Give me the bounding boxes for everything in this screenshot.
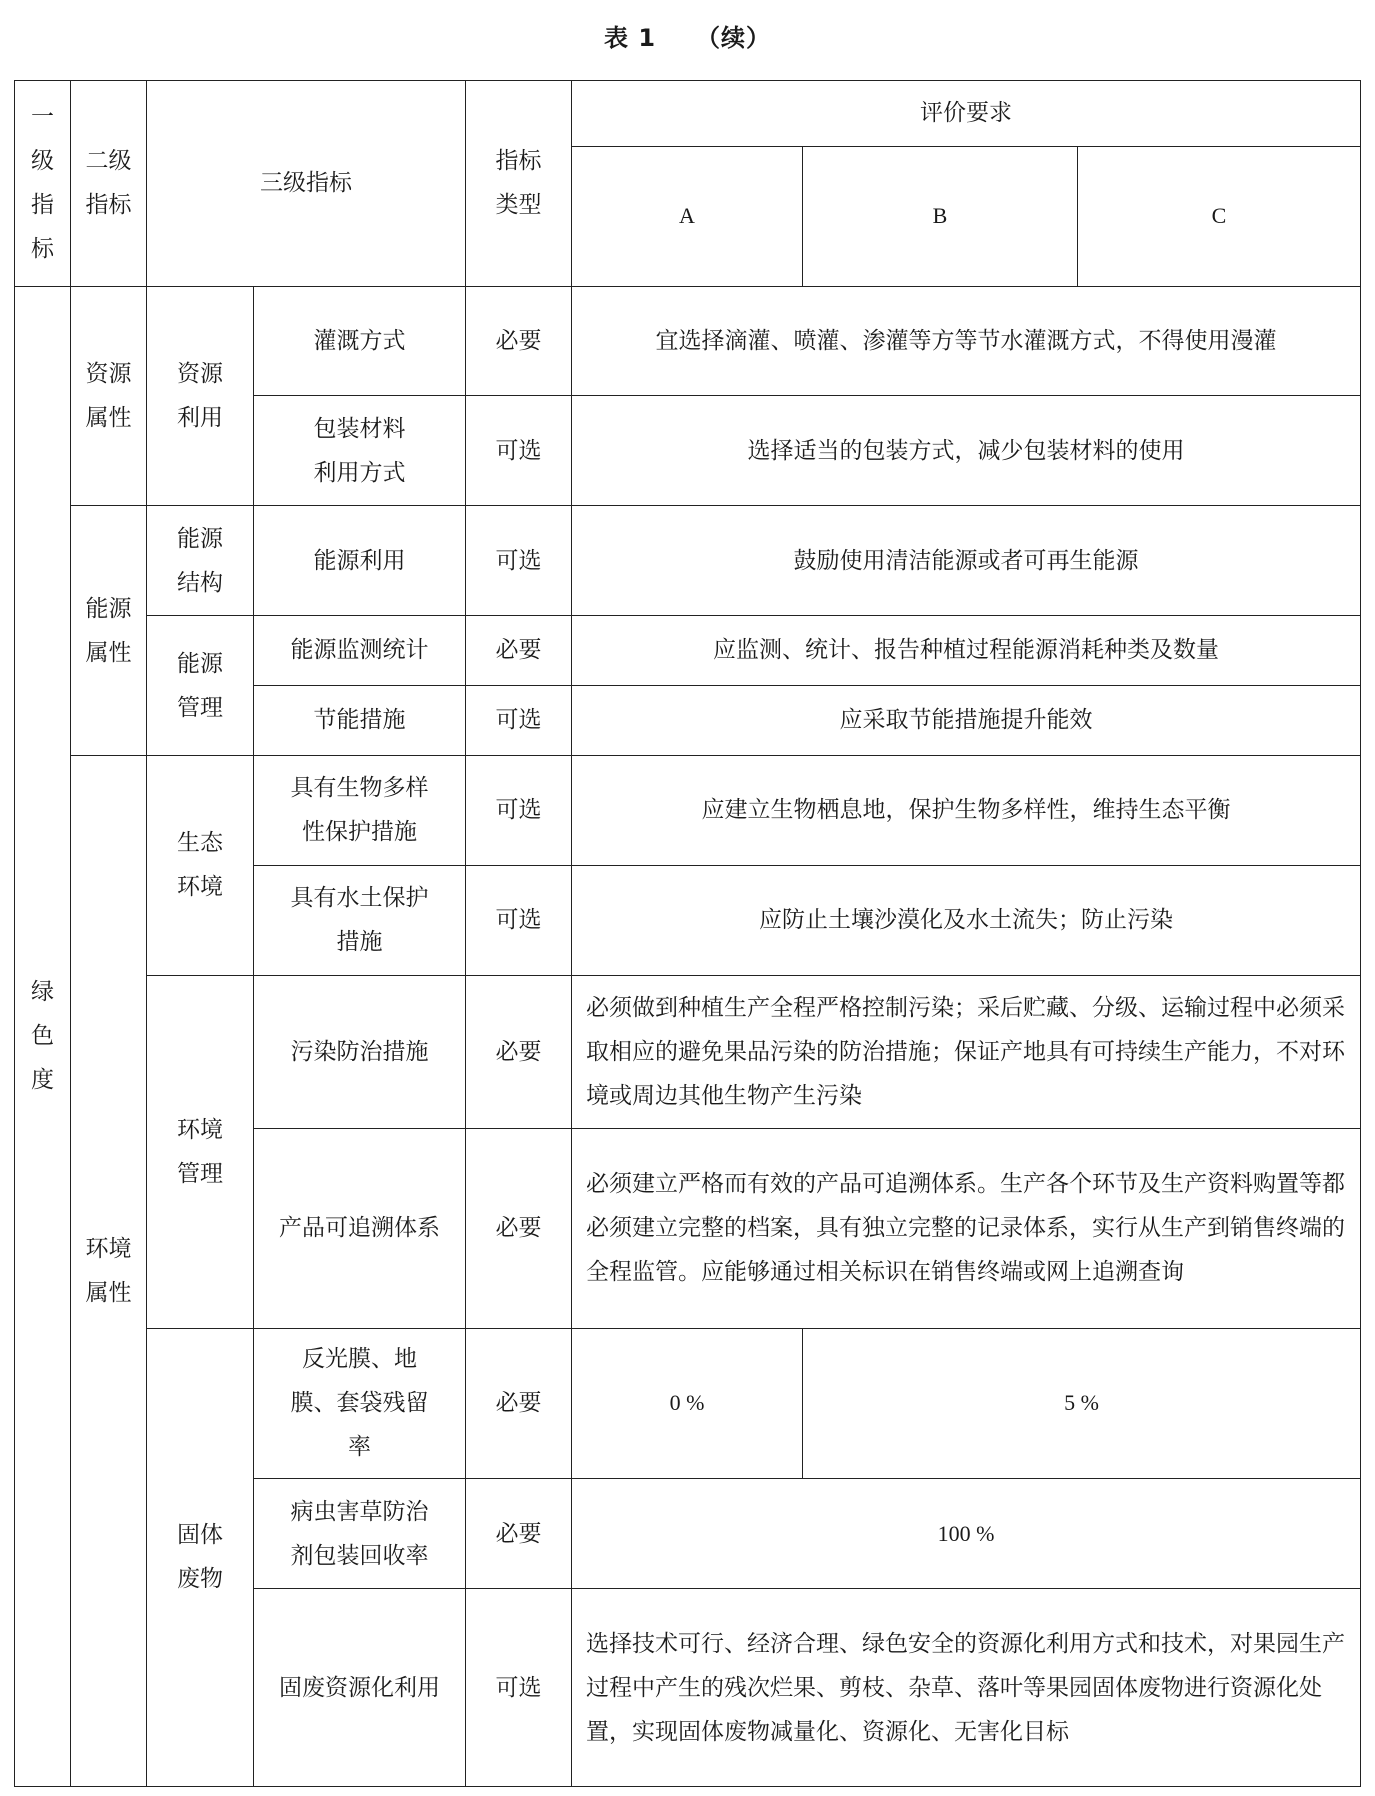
item-type: 必要 xyxy=(466,1479,572,1589)
sub-env-mgmt: 环境管理 xyxy=(147,975,254,1328)
table-row xyxy=(15,286,1361,396)
item-name: 产品可追溯体系 xyxy=(254,1128,466,1328)
sub-eco-env: 生态环境 xyxy=(147,755,254,975)
table-row xyxy=(15,1328,1361,1479)
header-level3: 三级指标 xyxy=(147,81,466,287)
header-col-b: B xyxy=(803,146,1078,286)
table-row xyxy=(15,755,1361,865)
item-type: 可选 xyxy=(466,865,572,975)
item-name: 节能措施 xyxy=(254,685,466,755)
item-requirement: 必须建立严格而有效的产品可追溯体系。生产各个环节及生产资料购置等都必须建立完整的档案，具有独立完整的记录体系，实行从生产到销售终端的全程监管。应能够通过相关标识在销售终端或网上追溯查询 xyxy=(572,1128,1361,1328)
item-requirement: 应采取节能措施提升能效 xyxy=(572,685,1361,755)
item-type: 可选 xyxy=(466,685,572,755)
header-row xyxy=(15,81,1361,147)
header-eval: 评价要求 xyxy=(572,81,1361,147)
header-type: 指标类型 xyxy=(466,81,572,287)
item-type: 可选 xyxy=(466,506,572,616)
table-row xyxy=(15,616,1361,685)
item-type: 必要 xyxy=(466,975,572,1128)
item-name: 包装材料利用方式 xyxy=(254,396,466,506)
table-row xyxy=(15,506,1361,616)
item-type: 可选 xyxy=(466,396,572,506)
item-requirement: 鼓励使用清洁能源或者可再生能源 xyxy=(572,506,1361,616)
table-number: 表 1 xyxy=(603,24,657,52)
item-name: 具有水土保护措施 xyxy=(254,865,466,975)
item-name: 灌溉方式 xyxy=(254,286,466,396)
header-col-a: A xyxy=(572,146,803,286)
group-resource-attr: 资源属性 xyxy=(71,286,147,506)
item-requirement: 应防止土壤沙漠化及水土流失；防止污染 xyxy=(572,865,1361,975)
item-name: 固废资源化利用 xyxy=(254,1589,466,1787)
group-energy-attr: 能源属性 xyxy=(71,506,147,756)
item-type: 可选 xyxy=(466,1589,572,1787)
sub-resource-use: 资源利用 xyxy=(147,286,254,506)
item-type: 必要 xyxy=(466,286,572,396)
item-name: 反光膜、地膜、套袋残留率 xyxy=(254,1328,466,1479)
header-col-c: C xyxy=(1078,146,1361,286)
table-continued: （续） xyxy=(696,24,772,52)
item-requirement: 应建立生物栖息地，保护生物多样性，维持生态平衡 xyxy=(572,755,1361,865)
item-name: 具有生物多样性保护措施 xyxy=(254,755,466,865)
header-level2: 二级指标 xyxy=(71,81,147,287)
item-requirement: 选择技术可行、经济合理、绿色安全的资源化利用方式和技术，对果园生产过程中产生的残次烂果、剪枝、杂草、落叶等果园固体废物进行资源化处置，实现固体废物减量化、资源化、无害化目标 xyxy=(572,1589,1361,1787)
header-level1: 一级指标 xyxy=(15,81,71,287)
item-requirement-bc: 5 % xyxy=(803,1328,1361,1479)
item-type: 必要 xyxy=(466,616,572,685)
sub-energy-mgmt: 能源管理 xyxy=(147,616,254,756)
item-type: 必要 xyxy=(466,1128,572,1328)
item-requirement: 必须做到种植生产全程严格控制污染；采后贮藏、分级、运输过程中必须采取相应的避免果品污染的防治措施；保证产地具有可持续生产能力，不对环境或周边其他生物产生污染 xyxy=(572,975,1361,1128)
item-requirement: 100 % xyxy=(572,1479,1361,1589)
item-requirement-a: 0 % xyxy=(572,1328,803,1479)
item-type: 可选 xyxy=(466,755,572,865)
item-requirement: 宜选择滴灌、喷灌、渗灌等方等节水灌溉方式，不得使用漫灌 xyxy=(572,286,1361,396)
table-caption xyxy=(0,18,1375,53)
item-type: 必要 xyxy=(466,1328,572,1479)
item-name: 能源监测统计 xyxy=(254,616,466,685)
sub-energy-structure: 能源结构 xyxy=(147,506,254,616)
item-requirement: 选择适当的包装方式，减少包装材料的使用 xyxy=(572,396,1361,506)
group-env-attr: 环境属性 xyxy=(71,755,147,1786)
item-requirement: 应监测、统计、报告种植过程能源消耗种类及数量 xyxy=(572,616,1361,685)
level1-cell: 绿色度 xyxy=(15,286,71,1786)
table-row xyxy=(15,975,1361,1128)
item-name: 病虫害草防治剂包装回收率 xyxy=(254,1479,466,1589)
item-name: 污染防治措施 xyxy=(254,975,466,1128)
evaluation-table xyxy=(14,80,1361,1787)
sub-solid-waste: 固体废物 xyxy=(147,1328,254,1786)
item-name: 能源利用 xyxy=(254,506,466,616)
